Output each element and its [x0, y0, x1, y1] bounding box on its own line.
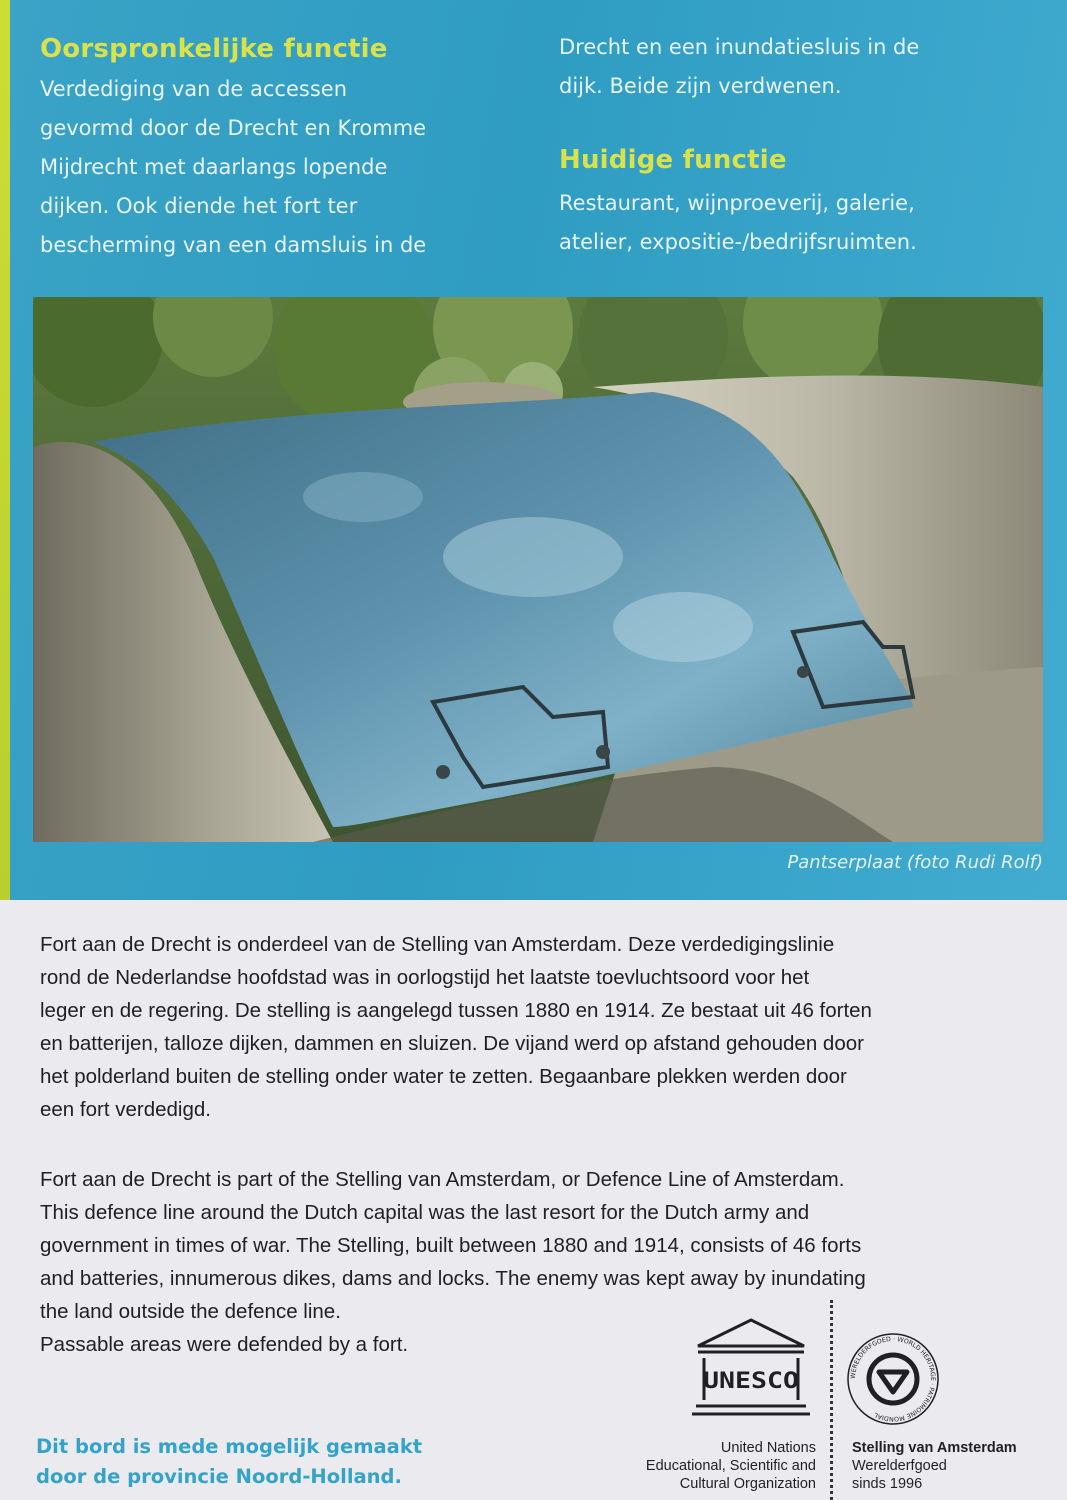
text-line: bescherming van een damsluis in de: [40, 233, 427, 257]
paragraph-line: government in times of war. The Stelling, built between 1880 and 1914, consists of 46 forts: [40, 1234, 862, 1257]
credit-line: door de provincie Noord-Holland.: [36, 1465, 402, 1488]
paragraph-line: en batterijen, talloze dijken, dammen en sluizen. De vijand werd op afstand gehouden door: [40, 1032, 864, 1055]
original-function-text-continued: [559, 28, 1029, 106]
credit-line: Dit bord is mede mogelijk gemaakt: [36, 1435, 423, 1458]
unesco-line: United Nations: [720, 1440, 816, 1456]
text-line: Mijdrecht met daarlangs lopende: [40, 155, 388, 179]
unesco-logo-word: UNESCO: [703, 1369, 799, 1394]
current-function-heading: Huidige functie: [559, 145, 787, 175]
stelling-title: Stelling van Amsterdam: [852, 1440, 1017, 1456]
text-line: dijk. Beide zijn verdwenen.: [559, 74, 842, 98]
text-line: Verdediging van de accessen: [40, 77, 348, 101]
armor-plate-photo: [33, 297, 1043, 842]
unesco-line: Educational, Scientific and: [645, 1458, 816, 1474]
paragraph-line: Passable areas were defended by a fort.: [40, 1333, 409, 1356]
armor-plate-illustration: [33, 297, 1043, 842]
paragraph-line: and batteries, innumerous dikes, dams and locks. The enemy was kept away by inundating: [40, 1267, 866, 1290]
dotted-divider: [830, 1300, 833, 1500]
paragraph-line: het polderland buiten de stelling onder water te zetten. Begaanbare plekken werden door: [40, 1065, 847, 1088]
paragraph-line: Fort aan de Drecht is onderdeel van de Stelling van Amsterdam. Deze verdedigingslinie: [40, 933, 835, 956]
stelling-caption: [852, 1439, 1017, 1493]
sponsor-credit: [36, 1432, 422, 1492]
edge-strip: [0, 0, 10, 900]
world-heritage-emblem: [846, 1332, 940, 1426]
paragraph-line: een fort verdedigd.: [40, 1098, 211, 1121]
paragraph-line: leger en de regering. De stelling is aangelegd tussen 1880 en 1914. Ze bestaat uit 46 forten: [40, 999, 872, 1022]
text-line: dijken. Ook diende het fort ter: [40, 194, 358, 218]
current-function-text: [559, 184, 1039, 262]
dutch-paragraph: [40, 928, 1040, 1126]
paragraph-line: Fort aan de Drecht is part of the Stelling van Amsterdam, or Defence Line of Amsterdam.: [40, 1168, 845, 1191]
text-line: Drecht en een inundatiesluis in de: [559, 35, 920, 59]
text-line: gevormd door de Drecht en Kromme: [40, 116, 427, 140]
paragraph-line: This defence line around the Dutch capital was the last resort for the Dutch army and: [40, 1201, 810, 1224]
stelling-line: Werelderfgoed: [852, 1458, 947, 1474]
stelling-line: sinds 1996: [852, 1476, 923, 1492]
paragraph-line: rond de Nederlandse hoofdstad was in oorlogstijd het laatste toevluchtsoord voor het: [40, 966, 810, 989]
text-line: Restaurant, wijnproeverij, galerie,: [559, 191, 915, 215]
original-function-heading: Oorspronkelijke functie: [40, 34, 388, 64]
svg-text:WERELDERFGOED · WORLD HERITAGE: [850, 1336, 936, 1422]
unesco-caption: [616, 1439, 816, 1493]
emblem-ring-text: WERELDERFGOED · WORLD HERITAGE · PATRIMOINE MONDIAL: [849, 1335, 937, 1423]
text-line: atelier, expositie-/bedrijfsruimten.: [559, 230, 917, 254]
photo-caption: Pantserplaat (foto Rudi Rolf): [787, 852, 1043, 873]
paragraph-line: the land outside the defence line.: [40, 1300, 341, 1323]
unesco-line: Cultural Organization: [679, 1476, 816, 1492]
original-function-text: [40, 70, 540, 265]
unesco-logo: [692, 1318, 810, 1423]
